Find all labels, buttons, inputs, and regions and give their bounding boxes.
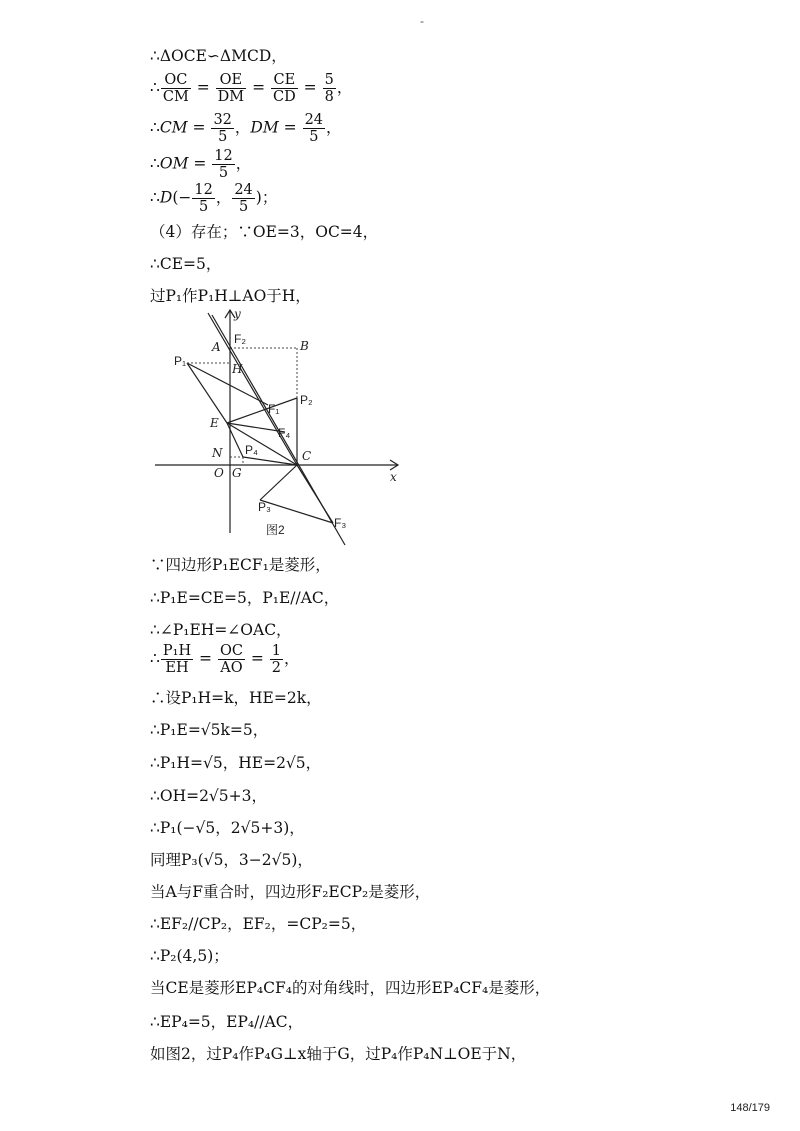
label-f4: F₄ — [278, 426, 291, 440]
text-line: ∴P₁E=√5k=5， — [150, 721, 269, 739]
label-g: G — [232, 466, 242, 480]
fraction: $\frac{5}{8}$ — [324, 72, 334, 105]
text-line: （4）存在；∵OE=3，OC=4， — [150, 223, 379, 241]
text-line: ∴P₁H=√5，HE=2√5， — [150, 754, 322, 772]
text-line: 同理P₃(√5，3−2√5)， — [150, 851, 313, 869]
text-line-cm-dm: ∴CM = $\frac{32}{5}$ ，DM = $\frac{24}{5}$ ， — [150, 112, 342, 145]
text-line: ∴P₁E=CE=5，P₁E//AC， — [150, 589, 340, 607]
label-p1: P₁ — [174, 354, 187, 368]
text-line: 当A与F重合时，四边形F₂ECP₂是菱形， — [150, 883, 431, 901]
label-y: y — [234, 307, 241, 321]
text-line: ∴P₁(−√5，2√5+3)， — [150, 819, 305, 837]
label-p3: P₃ — [258, 500, 271, 514]
label-a: A — [212, 340, 221, 354]
segment-p4c — [243, 457, 297, 465]
text-line-ratio2: ∴ $\frac{\text{P₁H}}{EH}$ = $\frac{OC}{AO}$ = $\frac{1}{2}$ ， — [150, 643, 300, 676]
label-f2: F₂ — [234, 332, 246, 346]
segment-ef4 — [227, 423, 285, 432]
segment-cf3 — [297, 465, 333, 523]
fraction: $\frac{1}{2}$ — [271, 643, 281, 676]
label-f1: F₁ — [268, 402, 280, 416]
page-header-mark: - — [420, 14, 424, 28]
text-line: ∴OH=2√5+3， — [150, 787, 268, 805]
text-line-ratios: ∴ $\frac{OC}{CM}$ = $\frac{OE}{DM}$ = $\frac{CE}{CD}$ = $\frac{5}{8}$ ， — [150, 72, 353, 105]
label-h: H — [232, 362, 243, 376]
label-f3: F₃ — [334, 516, 347, 530]
fraction: $\frac{32}{5}$ — [213, 112, 232, 145]
fraction: $\frac{\text{P₁H}}{EH}$ — [162, 643, 192, 676]
text-line: ∴EP₄=5，EP₄//AC， — [150, 1013, 304, 1031]
label-o: O — [214, 466, 224, 480]
figure-svg — [150, 305, 410, 550]
text-line-d: ∴D(− $\frac{12}{5}$ ， $\frac{24}{5}$ )； — [150, 182, 278, 215]
label-x: x — [390, 470, 397, 484]
label-n: N — [212, 446, 223, 460]
page-number: 148/179 — [730, 1102, 770, 1114]
fraction: $\frac{OC}{CM}$ — [162, 72, 189, 105]
label-p4: P₄ — [245, 443, 258, 457]
text-line: ∴CE=5， — [150, 255, 222, 273]
text-line: 如图2，过P₄作P₄G⊥x轴于G，过P₄作P₄N⊥OE于N， — [150, 1045, 527, 1063]
label-c: C — [302, 449, 312, 463]
label-e: E — [210, 416, 219, 430]
fraction: $\frac{12}{5}$ — [194, 182, 213, 215]
label-b: B — [300, 339, 309, 353]
text-line: 过P₁作P₁H⊥AO于H， — [150, 287, 311, 305]
text-line-om: ∴OM = $\frac{12}{5}$ ， — [150, 148, 252, 181]
figure-caption: 图2 — [266, 523, 285, 537]
therefore-symbol: ∴ — [150, 78, 160, 97]
segment-p1f1 — [187, 363, 268, 405]
fraction: $\frac{OC}{AO}$ — [219, 643, 243, 676]
text-line: ∴P₂(4,5)； — [150, 947, 229, 965]
segment-cp3 — [260, 465, 297, 500]
text-line: ∵四边形P₁ECF₁是菱形， — [150, 556, 331, 574]
segment-p3f3 — [260, 500, 333, 523]
text-line: ∴∠P₁EH=∠OAC， — [150, 621, 292, 639]
text-line: ∴ΔOCE∽ΔMCD， — [150, 47, 287, 65]
fraction: $\frac{CE}{CD}$ — [273, 72, 296, 105]
fraction: $\frac{24}{5}$ — [304, 112, 324, 145]
geometry-figure — [150, 305, 410, 550]
text-line: ∴设P₁H=k，HE=2k， — [150, 689, 322, 707]
text-line: ∴EF₂//CP₂，EF₂，=CP₂=5， — [150, 915, 367, 933]
fraction: $\frac{12}{5}$ — [214, 148, 233, 181]
text-line: 当CE是菱形EP₄CF₄的对角线时，四边形EP₄CF₄是菱形， — [150, 979, 551, 997]
label-p2: P₂ — [300, 393, 313, 407]
fraction: $\frac{OE}{DM}$ — [217, 72, 245, 105]
segment-p1e — [187, 363, 227, 423]
fraction: $\frac{24}{5}$ — [234, 182, 253, 215]
